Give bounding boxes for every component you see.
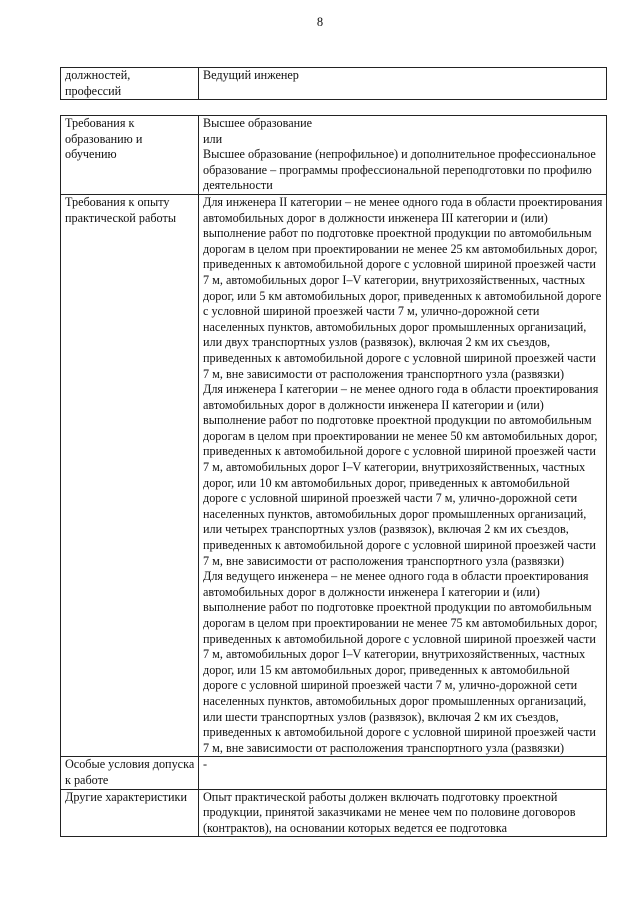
education-label: Требования к образованию и обучению bbox=[61, 116, 199, 195]
experience-engineer-1: Для инженера I категории – не менее одного года в области проектирования автомобильных дорог в должности инженера II категории и (или) выполнение работ по подготовке проектной продукции по автомобильным дорогам в целом при проектировании не менее 50 км автомобильных дорог, приведенных к автомобильной дороге с условной шириной проезжей части 7 м, автомобильных дорог I–V категории, внутрихозяйственных, частных дорог, или 10 км автомобильных дорог, приведенных к автомобильной дороге с условной шириной проезжей части 7 м, улично-дорожной сети населенных пунктов, автомобильных дорог промышленных организаций, или четырех транспортных узлов (развязок), включая 2 км их съездов, приведенных к автомобильной дороге с условной шириной проезжей части 7 м, вне зависимости от расположения транспортного узла (развязки) bbox=[203, 382, 599, 568]
page-number: 8 bbox=[316, 15, 324, 29]
table-row bbox=[61, 757, 607, 789]
experience-lead-engineer: Для ведущего инженера – не менее одного года в области проектирования автомобильных дорог в должности инженера I категории и (или) выполнение работ по подготовке проектной продукции по автомобильным дорогам в целом при проектировании не менее 75 км автомобильных дорог, приведенных к автомобильной дороге с условной шириной проезжей части 7 м, автомобильных дорог I–V категории, внутрихозяйственных, частных дорог, или 15 км автомобильных дорог, приведенных к автомобильной дороге с условной шириной проезжей части 7 м, улично-дорожной сети населенных пунктов, автомобильных дорог промышленных организаций, или шести транспортных узлов (развязок), включая 2 км их съездов, приведенных к автомобильной дороге с условной шириной проезжей части 7 м, вне зависимости от расположения транспортного узла (развязки) bbox=[203, 569, 598, 755]
table-row bbox=[61, 194, 607, 756]
requirements-table bbox=[60, 115, 607, 837]
header-table bbox=[60, 67, 607, 100]
education-value bbox=[199, 116, 607, 195]
experience-label: Требования к опыту практической работы bbox=[61, 194, 199, 756]
education-line-2: или bbox=[203, 131, 223, 146]
education-line-1: Высшее образование bbox=[203, 116, 313, 130]
special-conditions-value: - bbox=[199, 757, 607, 789]
special-conditions-label: Особые условия допуска к работе bbox=[61, 757, 199, 789]
education-line-3: Высшее образование (непрофильное) и дополнительное профессиональное образование – программы профессиональной переподготовки по профилю деятельности bbox=[203, 147, 596, 193]
table-row bbox=[61, 116, 607, 195]
table-row bbox=[61, 789, 607, 837]
other-characteristics-label: Другие характеристики bbox=[61, 789, 199, 837]
table-row bbox=[61, 68, 607, 100]
experience-value bbox=[199, 194, 607, 756]
other-characteristics-value: Опыт практической работы должен включать подготовку проектной продукции, принятой заказчиками не менее чем по половине договоров (контрактов), на основании которых ведется ее подготовка bbox=[199, 789, 607, 837]
header-row-label: должностей, профессий bbox=[61, 68, 199, 100]
header-row-value: Ведущий инженер bbox=[199, 68, 607, 100]
experience-engineer-2: Для инженера II категории – не менее одного года в области проектирования автомобильных дорог в должности инженера III категории и (или) выполнение работ по подготовке проектной продукции по автомобильным дорогам в целом при проектировании не менее 25 км автомобильных дорог, приведенных к автомобильной дороге с условной шириной проезжей части 7 м, автомобильных дорог I–V категории, внутрихозяйственных, частных дорог, или 5 км автомобильных дорог, приведенных к автомобильной дороге с условной шириной проезжей части 7 м, улично-дорожной сети населенных пунктов, автомобильных дорог промышленных организаций, или двух транспортных узлов (развязок), включая 2 км их съездов, приведенных к автомобильной дороге с условной шириной проезжей части 7 м, вне зависимости от расположения транспортного узла (развязки) bbox=[203, 194, 603, 381]
